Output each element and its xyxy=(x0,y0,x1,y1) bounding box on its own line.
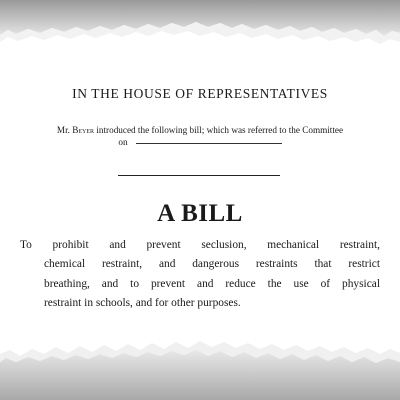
purpose-line: breathing, and to prevent and reduce the use of physical xyxy=(44,277,380,290)
purpose-line: To prohibit and prevent seclusion, mechanical restraint, xyxy=(20,239,380,251)
committee-line xyxy=(0,137,400,147)
sponsor-name: Beyer xyxy=(72,125,95,135)
purpose-line: restraint in schools, and for other purposes. xyxy=(44,297,241,310)
committee-on-label: on xyxy=(118,137,128,147)
introduction-text: introduced the following bill; which was referred to the Committee xyxy=(96,125,344,135)
committee-blank-line xyxy=(136,142,282,144)
sponsor-prefix: Mr. xyxy=(56,125,70,135)
purpose-line: chemical restraint, and dangerous restraints that restrict xyxy=(44,258,380,271)
bill-purpose xyxy=(20,236,380,314)
bill-title: A BILL xyxy=(157,200,243,227)
section-divider xyxy=(118,175,280,176)
introduction-line xyxy=(0,124,400,136)
house-heading: IN THE HOUSE OF REPRESENTATIVES xyxy=(72,86,328,101)
